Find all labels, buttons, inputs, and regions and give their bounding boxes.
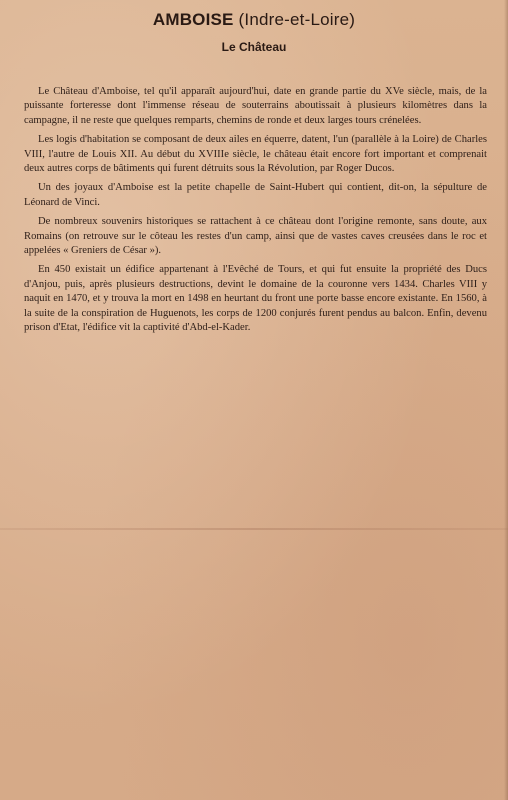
page-title <box>0 10 508 30</box>
title-town: AMBOISE <box>152 10 234 29</box>
paragraph-chronology: En 450 existait un édifice appartenant à l'Evêché de Tours, et qui fut ensuite la propriété des Ducs d'Anjou, puis, après plusieurs destructions, devint le domaine de la couronne vers 1434. Charles VIII y naquit en 1470, et y trouva la mort en 1498 en heurtant du front une porte basse encore existante. En 1560, à la suite de la conspiration de Huguenots, les corps de 1200 conjurés furent pendus au balcon. Enfin, devenu prison d'Etat, l'édifice vit la captivité d'Abd-el-Kader. <box>24 264 487 334</box>
description-text <box>24 85 487 341</box>
paragraph-living-quarters: Les logis d'habitation se composant de deux ailes en équerre, datent, l'un (parallèle à la Loire) de Charles VIII, l'autre de Louis XII. Au début du XVIIIe siècle, le château était encore fort important et comprenait deux autres corps de bâtiments qui furent détruits sous la Révolution, par Roger Ducos. <box>24 134 487 175</box>
paragraph-roman-origins: De nombreux souvenirs historiques se rattachent à ce château dont l'origine remonte, sans doute, aux Romains (on retrouve sur le côteau les restes d'un camp, ainsi que de vastes caves creusées dans le roc et appelées « Greniers de César »). <box>24 216 487 257</box>
paper-crease <box>0 528 508 530</box>
paragraph-history-intro: Le Château d'Amboise, tel qu'il apparaît aujourd'hui, date en grande partie du XVe siècle, mais, de la puissante forteresse dont l'immense réseau de souterrains aboutissait à plusieurs kilomètres dans la campagne, il ne reste que quelques remparts, chemins de ronde et deux larges tours crénelées. <box>24 86 487 126</box>
page-edge-shadow <box>504 0 508 800</box>
page-subtitle: Le Château <box>221 40 287 54</box>
title-region: (Indre-et-Loire) <box>238 10 356 29</box>
paragraph-chapel: Un des joyaux d'Amboise est la petite chapelle de Saint-Hubert qui contient, dit-on, la sépulture de Léonard de Vinci. <box>24 182 487 208</box>
